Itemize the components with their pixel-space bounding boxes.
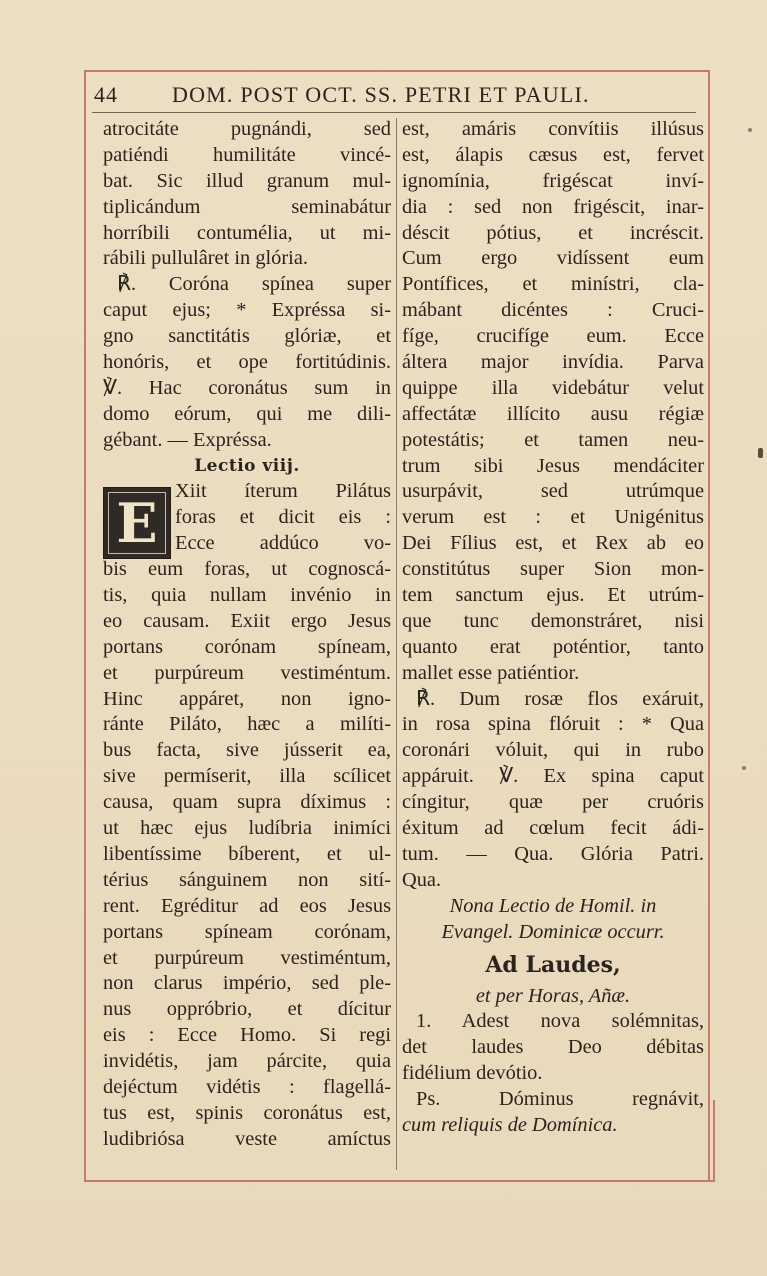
text-line: sive permíserit, illa scílicet	[103, 765, 391, 788]
initial-letter-glyph: E	[116, 491, 158, 555]
running-header	[94, 82, 694, 110]
text-line: éxitum ad cœlum fecit ádi-	[402, 817, 704, 840]
frame-left-rule	[84, 70, 86, 1182]
text-line: quanto erat poténtior, tanto	[402, 635, 704, 658]
text-line: Pontífices, et minístri, cla-	[402, 273, 704, 296]
frame-right-rule-lower	[713, 1100, 715, 1182]
column-divider	[396, 118, 397, 1170]
text-line: verum est : et Unigénitus	[402, 506, 704, 529]
header-rule	[92, 112, 696, 113]
text-line: trum sibi Jesus mendáciter	[402, 454, 704, 477]
running-title: DOM. POST OCT. SS. PETRI ET PAULI.	[172, 82, 590, 107]
rubric-line: Evangel. Dominicæ occurr.	[441, 920, 665, 943]
text-line: ignomínia, frigéscat inví-	[402, 169, 704, 192]
text-line: gébant. — Expréssa.	[103, 428, 272, 451]
text-line: Xiit íterum Pilátus	[175, 480, 391, 503]
text-line: caput ejus; * Expréssa si-	[103, 299, 391, 322]
text-line: tis, quia nullam invénio in	[103, 584, 391, 607]
text-line: det laudes Deo débitas	[402, 1036, 704, 1059]
psalm-line: Ps. Dóminus regnávit,	[416, 1088, 704, 1111]
text-line: áltera major invídia. Parva	[402, 351, 704, 374]
text-line: portans corónam spíneam,	[103, 635, 391, 658]
text-line: non clarus império, sed ple-	[103, 972, 391, 995]
text-line: appáruit. ℣. Ex spina caput	[402, 765, 704, 788]
rubric-line: et per Horas, Añæ.	[475, 984, 631, 1007]
text-line: ránte Piláto, hæc a milíti-	[103, 713, 391, 736]
text-line: patiéndi humilitáte vincé-	[103, 143, 391, 166]
text-line: dia : sed non frigéscit, inar-	[402, 195, 704, 218]
page-number: 44	[94, 82, 118, 107]
text-line: Hinc appáret, non igno-	[103, 687, 391, 710]
text-line: térius sánguinem non sití-	[103, 868, 391, 891]
text-line: causa, quam supra díximus :	[103, 791, 391, 814]
text-line: rent. Egréditur ad eos Jesus	[103, 894, 391, 917]
text-line: invidétis, jam párcite, quia	[103, 1050, 391, 1073]
responsory-line: ℟. Coróna spínea super	[117, 273, 391, 296]
text-line: est, amáris convítiis illúsus	[402, 118, 704, 140]
right-column	[402, 117, 704, 1139]
lectio-heading: Lectio viij.	[194, 455, 300, 476]
text-line: quippe illa videbátur velut	[402, 376, 704, 399]
text-line: Cum ergo vidíssent eum	[402, 247, 704, 270]
text-line: in rosa spina flóruit : * Qua	[402, 713, 704, 736]
text-line: affectátæ illícito ausu régiæ	[402, 402, 704, 425]
text-line: tem sanctum ejus. Et utrúm-	[402, 584, 704, 607]
text-line: constitútus super Sion mon-	[402, 558, 704, 581]
text-line: mábant dicéntes : Cruci-	[402, 299, 704, 322]
text-line: tum. — Qua. Glória Patri.	[402, 842, 704, 865]
text-line: bus facta, sive jússerit ea,	[103, 739, 391, 762]
rubric-line: Nona Lectio de Homil. in	[449, 894, 657, 917]
text-line: fíge, crucifíge eum. Ecce	[402, 325, 704, 348]
lauds-heading: Ad Laudes,	[485, 951, 621, 978]
text-line: ut hæc ejus ludíbria inimíci	[103, 817, 391, 840]
text-line: et purpúreum vestiméntum,	[103, 946, 391, 969]
frame-right-rule	[708, 70, 710, 1182]
text-line: rábili pullulâret in glória.	[103, 247, 308, 270]
text-line: fidélium devótio.	[402, 1062, 543, 1085]
text-line: déscit pótius, et incréscit.	[402, 221, 704, 244]
text-line: et purpúreum vestiméntum.	[103, 661, 391, 684]
text-line: Dei Fílius est, et Rex ab eo	[402, 532, 704, 555]
rubric-line: cum reliquis de Domínica.	[402, 1113, 618, 1136]
frame-top-rule	[84, 70, 710, 72]
text-line: domo eórum, qui me dili-	[103, 402, 391, 425]
text-line: horríbili contumélia, ut mi-	[103, 221, 391, 244]
text-line: portans spíneam corónam,	[103, 920, 391, 943]
text-line: bat. Sic illud granum mul-	[103, 169, 391, 192]
text-line: coronári vóluit, qui in rubo	[402, 739, 704, 762]
text-line: foras et dicit eis :	[175, 506, 391, 529]
text-line: gno sanctitátis glóriæ, et	[103, 325, 391, 348]
text-line: tus est, spinis coronátus est,	[103, 1101, 391, 1124]
text-line: honóris, et ope fortitúdinis.	[103, 351, 391, 374]
text-line: Ecce addúco vo-	[175, 532, 391, 555]
antiphon-line: 1. Adest nova solémnitas,	[416, 1010, 704, 1033]
text-line: potestátis; et tamen neu-	[402, 428, 704, 451]
text-line: nus oppróbrio, et dícitur	[103, 998, 391, 1021]
page-speck	[758, 448, 763, 458]
page-speck	[748, 128, 752, 132]
text-line: bis eum foras, ut cognoscá-	[103, 558, 391, 581]
text-line: atrocitáte pugnándi, sed	[103, 118, 391, 140]
text-line: cíngitur, quæ per cruóris	[402, 791, 704, 814]
frame-bottom-rule	[84, 1180, 714, 1182]
versicle-line: ℣. Hac coronátus sum in	[103, 376, 391, 399]
text-line: est, álapis cæsus est, fervet	[402, 143, 704, 166]
text-line: Qua.	[402, 868, 442, 891]
text-line: eis : Ecce Homo. Si regi	[103, 1024, 391, 1047]
left-column	[103, 117, 391, 1153]
text-line: usurpávit, sed utrúmque	[402, 480, 704, 503]
text-line: libentíssime bíberent, et ul-	[103, 842, 391, 865]
text-line: que tunc demonstráret, nisi	[402, 609, 704, 632]
text-line: eo causam. Exiit ergo Jesus	[103, 609, 391, 632]
text-line: ludibriósa veste amíctus	[103, 1127, 391, 1150]
responsory-line: ℟. Dum rosæ flos exáruit,	[416, 687, 704, 710]
text-line: tiplicándum seminabátur	[103, 195, 391, 218]
page-speck	[742, 766, 746, 770]
text-line: dejéctum vidétis : flagellá-	[103, 1075, 391, 1098]
text-line: mallet esse patiéntior.	[402, 661, 580, 684]
